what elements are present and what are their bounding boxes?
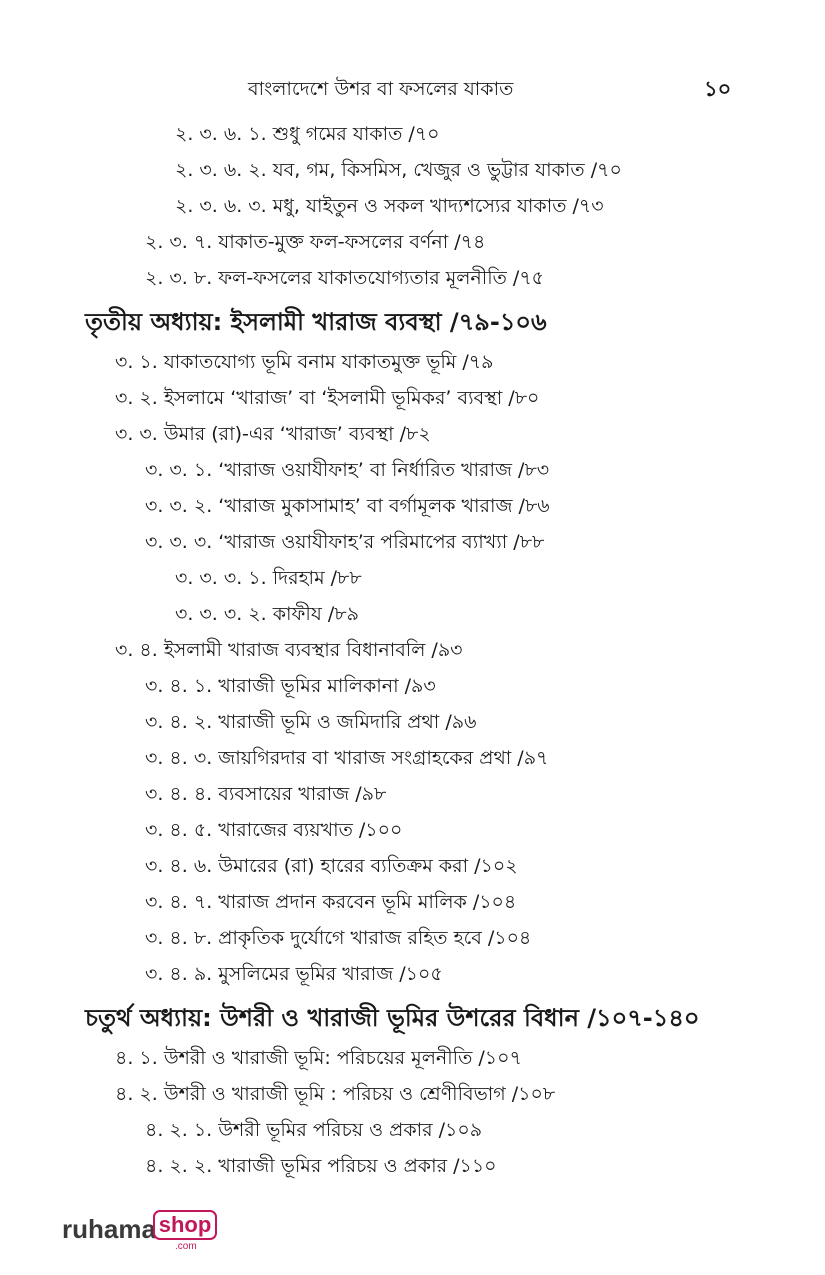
toc-entry	[0, 812, 825, 848]
toc-entry-text: ৩. ২. ইসলামে ‘খারাজ’ বা ‘ইসলামী ভূমিকর’ ব্যবস্থা /৮০	[115, 387, 540, 409]
toc-entry	[0, 632, 825, 668]
chapter-title: চতুর্থ অধ্যায়: উশরী ও খারাজী ভূমির উশরের বিধান /১০৭-১৪০	[85, 1004, 700, 1032]
toc-entry-text: ৪. ২. ২. খারাজী ভূমির পরিচয় ও প্রকার /১১০	[145, 1155, 497, 1177]
toc-entry	[0, 776, 825, 812]
toc-entry	[0, 1076, 825, 1112]
table-of-contents	[0, 116, 825, 1184]
toc-entry-text: ৩. ৩. ৩. ১. দিরহাম /৮৮	[175, 567, 362, 589]
toc-entry	[0, 1148, 825, 1184]
page-number: ১০	[704, 77, 732, 101]
toc-entry	[0, 260, 825, 296]
toc-entry	[0, 704, 825, 740]
chapter-heading	[0, 996, 825, 1040]
toc-entry	[0, 956, 825, 992]
toc-entry-text: ৩. ৪. ৪. ব্যবসায়ের খারাজ /৯৮	[145, 783, 387, 805]
toc-entry	[0, 848, 825, 884]
toc-entry	[0, 188, 825, 224]
logo-text-com: .com	[175, 1241, 197, 1252]
toc-entry-text: ৩. ৩. উমার (রা)-এর ‘খারাজ’ ব্যবস্থা /৮২	[115, 423, 431, 445]
toc-entry-text: ৩. ১. যাকাতযোগ্য ভূমি বনাম যাকাতমুক্ত ভূমি /৭৯	[115, 351, 494, 373]
toc-entry	[0, 524, 825, 560]
logo-text-shop: shop	[153, 1210, 217, 1240]
toc-entry	[0, 596, 825, 632]
toc-entry-text: ৩. ৩. ৩. ‘খারাজ ওয়াযীফাহ’র পরিমাপের ব্যাখ্যা /৮৮	[145, 531, 545, 553]
toc-entry	[0, 920, 825, 956]
toc-entry-text: ৩. ৪. ইসলামী খারাজ ব্যবস্থার বিধানাবলি /৯৩	[115, 639, 463, 661]
toc-entry-text: ৩. ৪. ১. খারাজী ভূমির মালিকানা /৯৩	[145, 675, 436, 697]
running-header	[0, 72, 825, 106]
toc-entry-text: ৩. ৪. ৫. খারাজের ব্যয়খাত /১০০	[145, 819, 403, 841]
chapter-title: তৃতীয় অধ্যায়: ইসলামী খারাজ ব্যবস্থা /৭৯-১০৬	[85, 308, 547, 336]
running-title: বাংলাদেশে উশর বা ফসলের যাকাত	[248, 78, 514, 100]
toc-entry	[0, 380, 825, 416]
toc-entry	[0, 224, 825, 260]
toc-entry-text: ২. ৩. ৬. ৩. মধু, যাইতুন ও সকল খাদ্যশস্যের যাকাত /৭৩	[175, 195, 604, 217]
chapter-heading	[0, 300, 825, 344]
toc-entry	[0, 884, 825, 920]
toc-entry	[0, 560, 825, 596]
toc-entry-text: ২. ৩. ৬. ২. যব, গম, কিসমিস, খেজুর ও ভুট্টার যাকাত /৭০	[175, 159, 622, 181]
toc-entry-text: ২. ৩. ৮. ফল-ফসলের যাকাতযোগ্যতার মূলনীতি /৭৫	[145, 267, 545, 289]
toc-entry-text: ৩. ৪. ৯. মুসলিমের ভূমির খারাজ /১০৫	[145, 963, 443, 985]
toc-entry-text: ২. ৩. ৭. যাকাত-মুক্ত ফল-ফসলের বর্ণনা /৭৪	[145, 231, 486, 253]
logo-text-ruhama: ruhama	[62, 1214, 156, 1244]
toc-entry	[0, 152, 825, 188]
toc-entry-text: ৩. ৪. ২. খারাজী ভূমি ও জমিদারি প্রথা /৯৬	[145, 711, 477, 733]
toc-entry	[0, 668, 825, 704]
toc-entry-text: ৪. ২. উশরী ও খারাজী ভূমি : পরিচয় ও শ্রেণীবিভাগ /১০৮	[115, 1083, 556, 1105]
toc-entry	[0, 740, 825, 776]
toc-entry-text: ৩. ৪. ৬. উমারের (রা) হারের ব্যতিক্রম করা /১০২	[145, 855, 518, 877]
toc-entry	[0, 416, 825, 452]
toc-entry-text: ৩. ৩. ১. ‘খারাজ ওয়াযীফাহ’ বা নির্ধারিত খারাজ /৮৩	[145, 459, 550, 481]
toc-entry-text: ৪. ১. উশরী ও খারাজী ভূমি: পরিচয়ের মূলনীতি /১০৭	[115, 1047, 522, 1069]
toc-entry	[0, 488, 825, 524]
toc-entry	[0, 116, 825, 152]
toc-entry	[0, 1112, 825, 1148]
toc-entry	[0, 1040, 825, 1076]
toc-entry-text: ৩. ৩. ৩. ২. কাফীয /৮৯	[175, 603, 359, 625]
toc-entry-text: ৩. ৪. ৭. খারাজ প্রদান করবেন ভূমি মালিক /১০৪	[145, 891, 517, 913]
toc-entry-text: ৩. ৪. ৮. প্রাকৃতিক দুর্যোগে খারাজ রহিত হবে /১০৪	[145, 927, 532, 949]
toc-entry-text: ২. ৩. ৬. ১. শুধু গমের যাকাত /৭০	[175, 123, 440, 145]
toc-entry-text: ৪. ২. ১. উশরী ভূমির পরিচয় ও প্রকার /১০৯	[145, 1119, 483, 1141]
toc-entry-text: ৩. ৩. ২. ‘খারাজ মুকাসামাহ’ বা বর্গামূলক খারাজ /৮৬	[145, 495, 550, 517]
toc-entry-text: ৩. ৪. ৩. জায়গিরদার বা খারাজ সংগ্রাহকের প্রথা /৯৭	[145, 747, 549, 769]
toc-entry	[0, 344, 825, 380]
toc-entry	[0, 452, 825, 488]
